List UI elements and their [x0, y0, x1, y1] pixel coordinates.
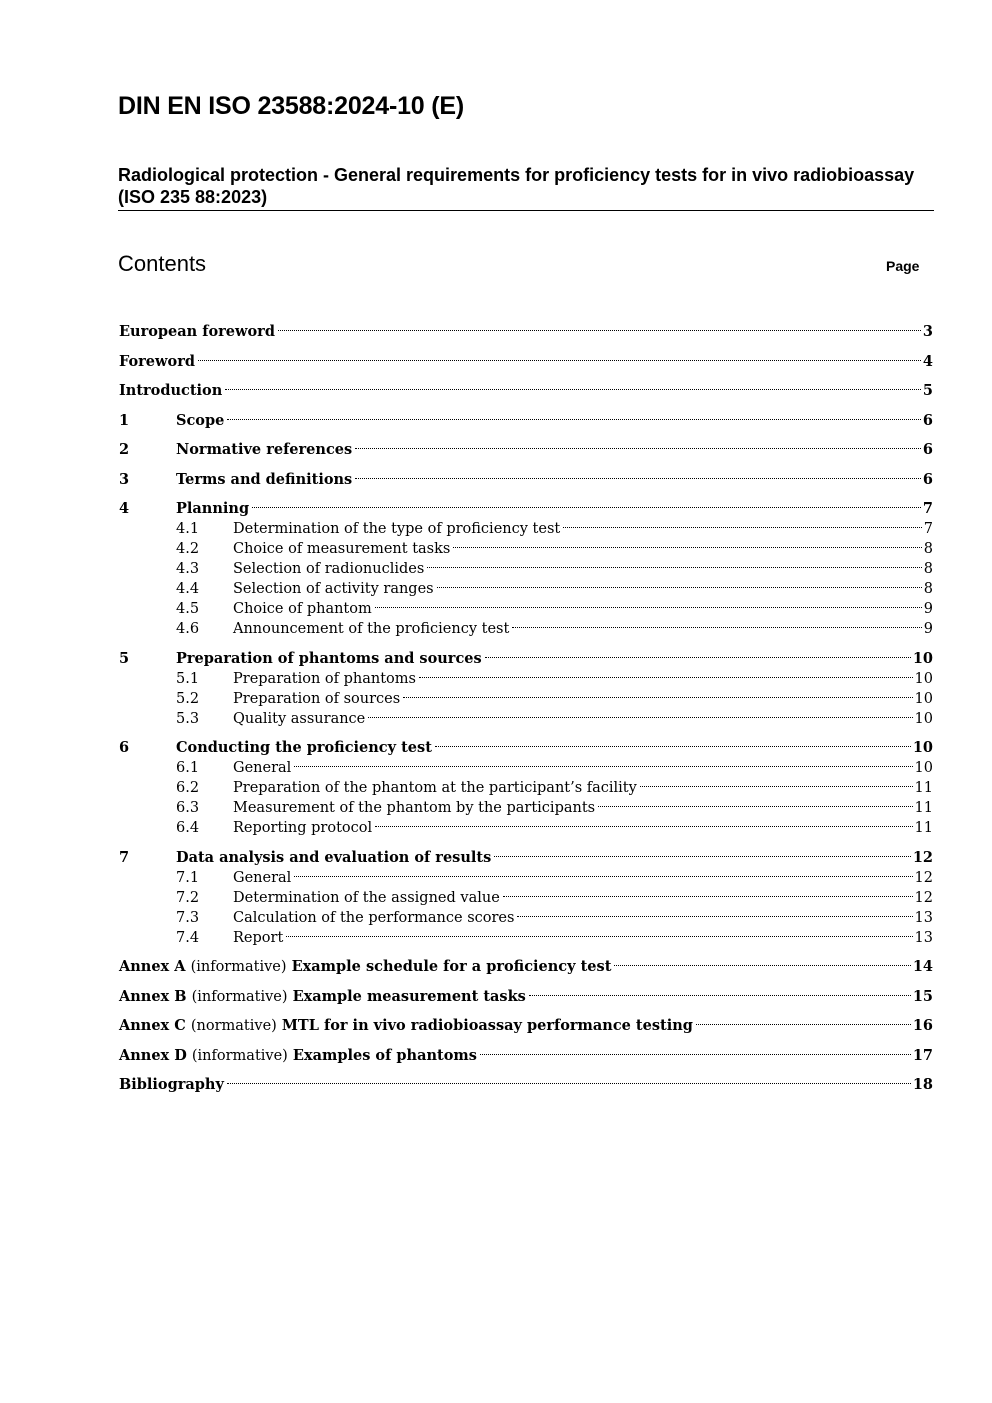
toc-subentry-number: 5.2: [176, 690, 200, 707]
toc-entry[interactable]: [119, 1010, 933, 1034]
toc-entry-title: Preparation of the phantom at the participant’s facility: [233, 780, 637, 796]
toc-page-number: 13: [914, 909, 933, 926]
toc-page-number: 6: [922, 441, 933, 458]
toc-subentry-number: 7.3: [176, 909, 200, 926]
toc-page-number: 11: [914, 780, 933, 796]
toc-entry-number: 3: [119, 470, 130, 488]
toc-entry[interactable]: [119, 732, 933, 756]
toc-entry-title: Determination of the assigned value: [233, 889, 500, 906]
toc-entry-title: Calculation of the performance scores: [233, 909, 515, 926]
dot-leader: [485, 643, 911, 663]
toc-entry[interactable]: [119, 493, 933, 517]
page-column-heading: Page: [886, 258, 920, 274]
toc-subentry-number: 4.1: [176, 521, 200, 537]
toc-entry[interactable]: [119, 375, 933, 399]
dot-leader: [294, 862, 912, 882]
dot-leader: [427, 553, 921, 573]
toc-page-number: 5: [922, 382, 933, 399]
toc-page-number: 12: [914, 889, 933, 906]
dot-leader: [355, 464, 921, 484]
toc-entry[interactable]: [119, 842, 933, 866]
toc-entry[interactable]: [119, 464, 933, 488]
table-of-contents: [119, 316, 933, 1093]
toc-page-number: 7: [923, 521, 933, 537]
dot-leader: [368, 703, 912, 723]
toc-page-number: 11: [914, 820, 933, 836]
toc-entry-title: [119, 987, 526, 1007]
toc-page-number: 16: [912, 1017, 933, 1034]
toc-page-number: 14: [912, 958, 933, 975]
annex-label: Annex D: [119, 1046, 187, 1064]
annex-type: (informative): [190, 959, 287, 975]
dot-leader: [640, 772, 913, 792]
toc-subentry-number: 6.3: [176, 800, 200, 816]
dot-leader: [225, 375, 921, 395]
dot-leader: [563, 513, 922, 533]
toc-entry[interactable]: [119, 981, 933, 1005]
toc-page-number: 11: [914, 800, 933, 816]
toc-page-number: 9: [923, 601, 933, 617]
toc-subentry-number: 4.6: [176, 621, 200, 637]
toc-page-number: 10: [914, 710, 933, 727]
toc-entry[interactable]: [119, 346, 933, 370]
toc-page-number: 10: [914, 670, 933, 687]
toc-entry-title: Preparation of phantoms and sources: [176, 649, 482, 667]
toc-entry-title: Preparation of phantoms: [233, 670, 416, 687]
annex-title: MTL for in vivo radiobioassay performance testing: [281, 1017, 693, 1034]
toc-page-number: 12: [912, 848, 933, 866]
toc-page-number: 6: [922, 470, 933, 488]
toc-entry-title: Foreword: [119, 352, 195, 370]
dot-leader: [294, 752, 912, 772]
toc-entry-title: Conducting the proficiency test: [176, 739, 432, 756]
toc-entry-title: Reporting protocol: [233, 820, 373, 836]
toc-entry-number: 2: [119, 441, 130, 458]
dot-leader: [375, 812, 912, 832]
annex-type: (informative): [191, 1047, 288, 1064]
dot-leader: [437, 573, 922, 593]
dot-leader: [614, 951, 910, 971]
dot-leader: [227, 1069, 911, 1089]
toc-subentry-number: 4.4: [176, 581, 200, 597]
dot-leader: [696, 1010, 911, 1030]
dot-leader: [503, 882, 913, 902]
dot-leader: [598, 792, 912, 812]
dot-leader: [355, 434, 921, 454]
toc-entry-title: Announcement of the proficiency test: [233, 621, 510, 637]
toc-page-number: 3: [922, 323, 933, 340]
dot-leader: [435, 732, 911, 752]
toc-entry-title: Data analysis and evaluation of results: [176, 848, 492, 866]
dot-leader: [529, 981, 911, 1001]
toc-entry[interactable]: [119, 951, 933, 975]
toc-subentry-number: 5.1: [176, 670, 200, 687]
toc-page-number: 18: [912, 1076, 933, 1093]
toc-entry-title: Choice of phantom: [233, 601, 372, 617]
toc-subentry-number: 6.2: [176, 780, 200, 796]
toc-entry-title: Normative references: [176, 441, 353, 458]
toc-entry-title: General: [233, 869, 292, 886]
toc-entry-title: Selection of activity ranges: [233, 581, 434, 597]
toc-subentry-number: 4.3: [176, 561, 200, 577]
annex-type: (informative): [191, 988, 288, 1005]
toc-entry-title: Determination of the type of proficiency test: [233, 521, 561, 537]
dot-leader: [512, 613, 921, 633]
document-identifier: DIN EN ISO 23588:2024-10 (E): [118, 92, 464, 120]
toc-page-number: 7: [922, 500, 933, 517]
toc-entry-title: Planning: [176, 500, 250, 517]
toc-entry[interactable]: [119, 316, 933, 340]
dot-leader: [252, 493, 921, 513]
toc-page-number: 9: [923, 621, 933, 637]
annex-label: Annex B: [119, 987, 187, 1005]
toc-page-number: 17: [912, 1046, 933, 1064]
dot-leader: [494, 842, 911, 862]
toc-subentry-number: 7.4: [176, 929, 200, 946]
toc-entry-number: 1: [119, 411, 130, 429]
toc-entry-number: 6: [119, 739, 130, 756]
dot-leader: [278, 316, 921, 336]
dot-leader: [403, 683, 912, 703]
toc-entry-title: Measurement of the phantom by the participants: [233, 800, 596, 816]
toc-entry-title: Introduction: [119, 382, 223, 399]
document-title: Radiological protection - General requirements for proficiency tests for in vivo radiobioassay (ISO 235 88:2023): [118, 165, 915, 207]
annex-title: Examples of phantoms: [292, 1046, 477, 1064]
toc-page-number: 13: [914, 929, 933, 946]
toc-subentry-number: 7.1: [176, 869, 200, 886]
dot-leader: [286, 922, 912, 942]
toc-page-number: 8: [923, 581, 933, 597]
toc-page-number: 6: [922, 411, 933, 429]
annex-label: Annex C: [119, 1017, 186, 1034]
toc-entry-title: Preparation of sources: [233, 690, 401, 707]
annex-title: Example measurement tasks: [292, 987, 526, 1005]
toc-entry-number: 4: [119, 500, 130, 517]
toc-entry[interactable]: [119, 643, 933, 667]
toc-entry-title: Scope: [176, 411, 225, 429]
toc-subentry-number: 4.5: [176, 601, 200, 617]
toc-entry[interactable]: [119, 1069, 933, 1093]
toc-entry-number: 5: [119, 649, 130, 667]
toc-page-number: 10: [912, 739, 933, 756]
toc-entry-title: [119, 957, 611, 977]
toc-entry-title: General: [233, 760, 292, 776]
toc-subentry-number: 6.4: [176, 820, 200, 836]
toc-entry-title: Terms and definitions: [176, 470, 353, 488]
dot-leader: [375, 593, 922, 613]
toc-entry[interactable]: [119, 1040, 933, 1064]
toc-entry-title: Choice of measurement tasks: [233, 541, 451, 557]
toc-subentry-number: 6.1: [176, 760, 200, 776]
dot-leader: [480, 1040, 911, 1060]
toc-entry-title: European foreword: [119, 323, 275, 340]
toc-entry-title: [119, 1016, 693, 1036]
toc-page-number: 8: [923, 541, 933, 557]
toc-entry-title: Selection of radionuclides: [233, 561, 425, 577]
annex-title: Example schedule for a proficiency test: [291, 958, 612, 975]
toc-page-number: 10: [912, 649, 933, 667]
toc-page-number: 8: [923, 561, 933, 577]
dot-leader: [227, 405, 921, 425]
toc-entry-number: 7: [119, 848, 130, 866]
toc-entry[interactable]: [119, 434, 933, 458]
dot-leader: [453, 533, 921, 553]
annex-type: (normative): [190, 1018, 277, 1034]
toc-page-number: 15: [912, 987, 933, 1005]
toc-subentry-number: 7.2: [176, 889, 200, 906]
toc-entry-title: Report: [233, 929, 284, 946]
toc-entry-title: [119, 1046, 477, 1066]
dot-leader: [419, 663, 913, 683]
toc-subentry-number: 4.2: [176, 541, 200, 557]
dot-leader: [517, 902, 912, 922]
toc-entry-title: Quality assurance: [233, 710, 366, 727]
toc-page-number: 10: [914, 690, 933, 707]
toc-page-number: 4: [922, 352, 933, 370]
toc-entry-title: Bibliography: [119, 1076, 224, 1093]
contents-heading: Contents: [118, 251, 207, 276]
toc-subentry-number: 5.3: [176, 710, 200, 727]
title-divider: [118, 210, 934, 211]
toc-entry[interactable]: [119, 405, 933, 429]
toc-page-number: 10: [914, 760, 933, 776]
annex-label: Annex A: [119, 958, 186, 975]
toc-page-number: 12: [914, 869, 933, 886]
dot-leader: [198, 346, 921, 366]
